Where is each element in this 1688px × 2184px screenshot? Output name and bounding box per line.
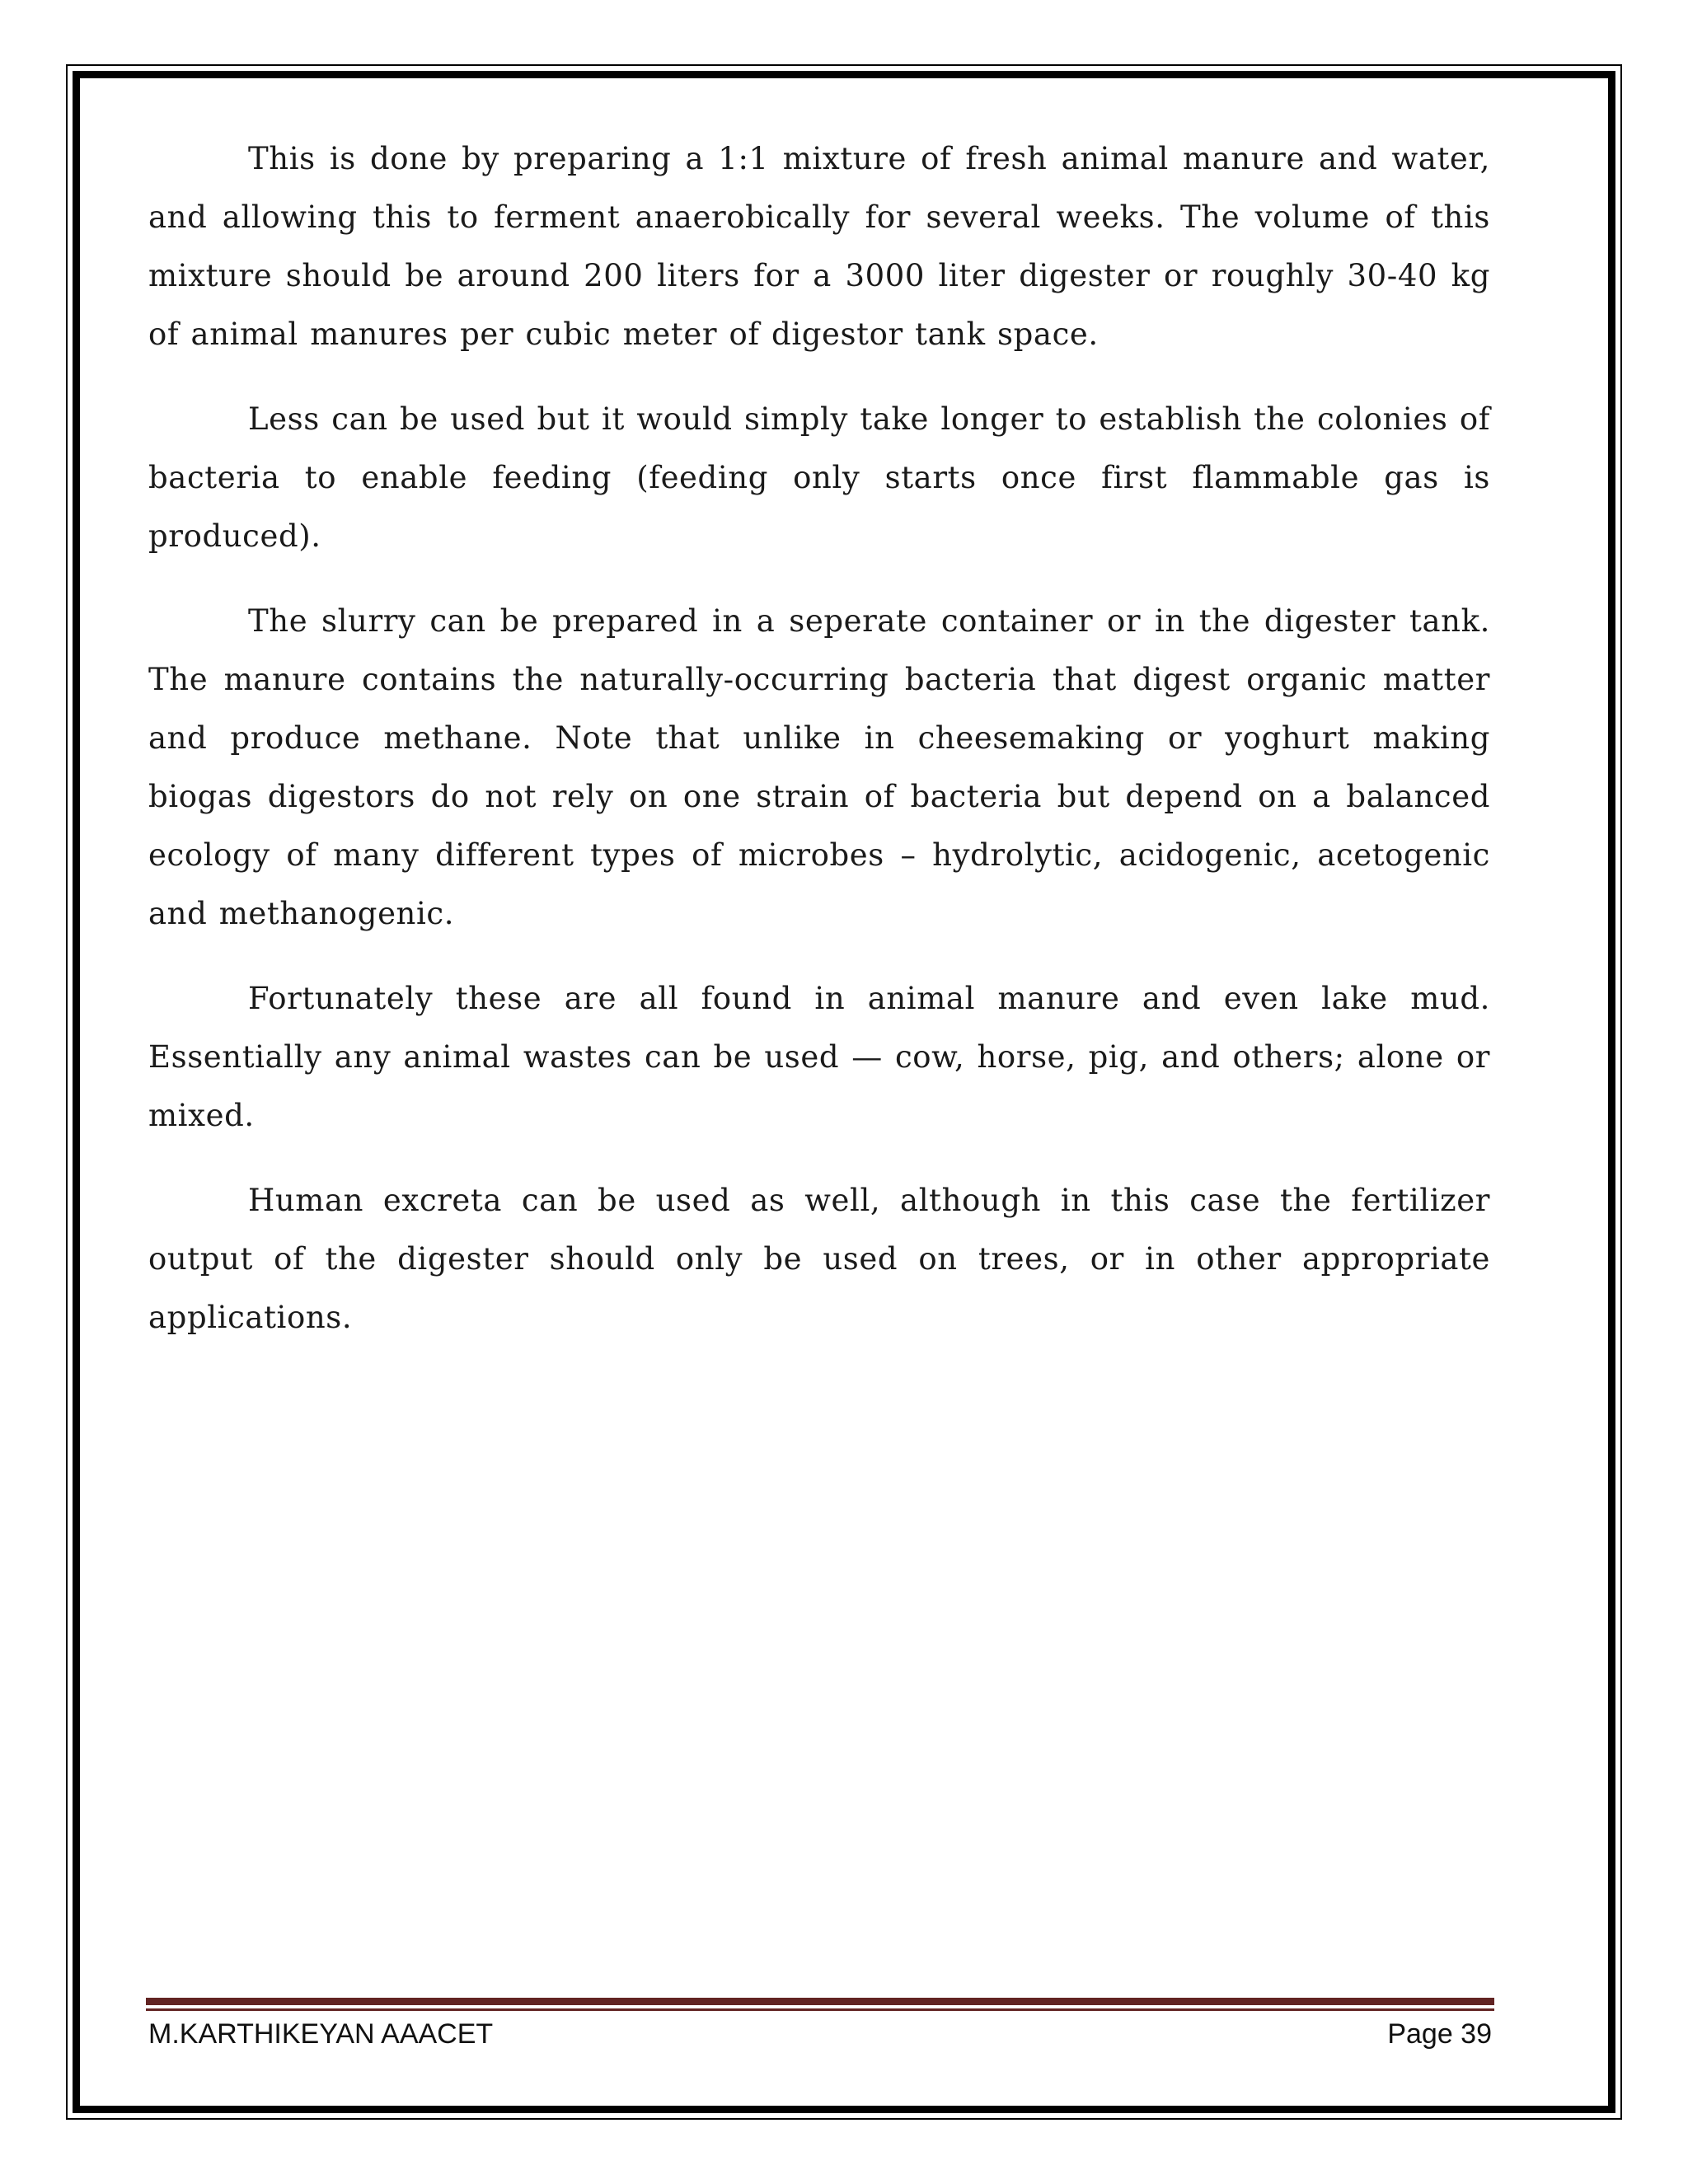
paragraph-1: This is done by preparing a 1:1 mixture of fresh animal manure and water, and allowing this to ferment anaerobically for several weeks. The volume of this mixture should be around 200 liters for a 3000 liter digester or roughly 30-40 kg of animal manures per cubic meter of digestor tank space. [148,141,1490,352]
paragraph-4: Fortunately these are all found in animal manure and even lake mud. Essentially any animal wastes can be used — cow, horse, pig, and others; alone or mixed. [148,981,1490,1133]
paragraph-5: Human excreta can be used as well, although in this case the fertilizer output of the digester should only be used on trees, or in other appropriate applications. [148,1183,1490,1335]
footer-rule-thin [146,2008,1494,2011]
paragraph-3: The slurry can be prepared in a seperate container or in the digester tank. The manure contains the naturally-occurring bacteria that digest organic matter and produce methane. Note that unlike in cheesemaking or yoghurt making biogas digestors do not rely on one strain of bacteria but depend on a balanced ecology of many different types of microbes – hydrolytic, acidogenic, acetogenic and methanogenic. [148,603,1490,931]
footer-rule-thick [146,1998,1494,2005]
footer-author: M.KARTHIKEYAN AAACET [148,2018,494,2050]
document-body [148,129,1490,1373]
paragraph-2: Less can be used but it would simply take longer to establish the colonies of bacteria to enable feeding (feeding only starts once first flammable gas is produced). [148,401,1490,554]
footer-page-number: Page 39 [1387,2018,1492,2050]
